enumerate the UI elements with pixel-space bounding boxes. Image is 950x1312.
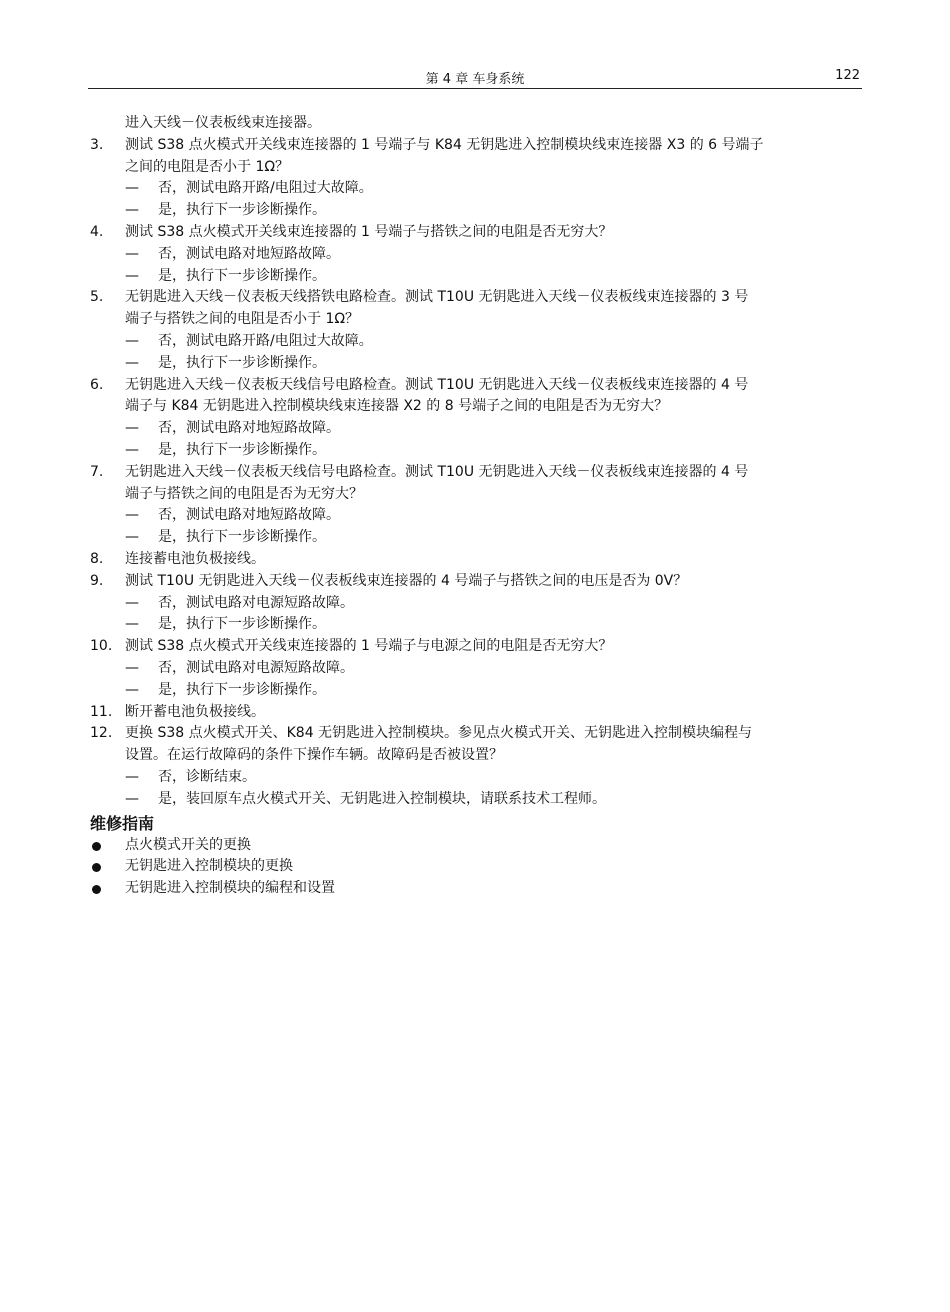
step-option	[90, 593, 862, 615]
diagnostic-step	[90, 375, 862, 462]
page-header	[88, 66, 862, 89]
step-text-line	[90, 549, 862, 571]
step-text: 测试 T10U 无钥匙进入天线－仪表板线束连接器的 4 号端子与搭铁之间的电压是否为 0V？	[125, 572, 688, 589]
step-option	[90, 789, 862, 811]
step-text: 端子与搭铁之间的电阻是否小于 1Ω？	[125, 311, 360, 328]
step-text: 连接蓄电池负极接线。	[125, 550, 265, 567]
diagnostic-step	[90, 702, 862, 724]
diagnostic-step	[90, 549, 862, 571]
step-number: 4.	[90, 223, 104, 240]
diagnostic-step	[90, 222, 862, 287]
option-text: 是，执行下一步诊断操作。	[158, 616, 326, 633]
diagnostic-step	[90, 135, 862, 222]
lead-text: 进入天线－仪表板线束连接器。	[125, 115, 321, 131]
step-option	[90, 418, 862, 440]
step-option	[90, 527, 862, 549]
step-text-line	[90, 375, 862, 397]
bullet-icon	[92, 842, 101, 851]
repair-guide-list	[90, 835, 862, 900]
dash-marker: —	[125, 180, 139, 197]
diagnostic-step	[90, 462, 862, 549]
step-option	[90, 200, 862, 222]
step-text-line	[90, 135, 862, 157]
option-text: 是，执行下一步诊断操作。	[158, 441, 326, 458]
option-text: 否，测试电路对电源短路故障。	[158, 594, 354, 611]
step-number: 9.	[90, 572, 104, 589]
dash-marker: —	[125, 354, 139, 371]
step-number: 3.	[90, 136, 104, 153]
step-text-line	[90, 636, 862, 658]
option-text: 否，测试电路对地短路故障。	[158, 245, 340, 262]
step-text-line	[90, 723, 862, 745]
dash-marker: —	[125, 420, 139, 437]
step-number: 5.	[90, 289, 104, 306]
step-number: 10.	[90, 638, 113, 655]
step-text-line	[90, 287, 862, 309]
step-option	[90, 767, 862, 789]
step-number: 6.	[90, 376, 104, 393]
step-text-line	[90, 484, 862, 506]
option-text: 否，测试电路开路/电阻过大故障。	[158, 180, 373, 197]
dash-marker: —	[125, 681, 139, 698]
option-text: 否，测试电路开路/电阻过大故障。	[158, 332, 373, 349]
step-text-line	[90, 309, 862, 331]
step-number: 11.	[90, 703, 113, 720]
step-text: 设置。在运行故障码的条件下操作车辆。故障码是否被设置？	[125, 747, 503, 764]
step-option	[90, 353, 862, 375]
step-text: 无钥匙进入天线－仪表板天线信号电路检查。测试 T10U 无钥匙进入天线－仪表板线束连接器的 4 号	[125, 463, 749, 480]
step-text: 测试 S38 点火模式开关线束连接器的 1 号端子与电源之间的电阻是否无穷大？	[125, 638, 613, 655]
step-option	[90, 440, 862, 462]
step-text-line	[90, 571, 862, 593]
step-text: 更换 S38 点火模式开关、K84 无钥匙进入控制模块。参见点火模式开关、无钥匙进入控制模块编程与	[125, 725, 753, 742]
dash-marker: —	[125, 245, 139, 262]
bullet-icon	[92, 885, 101, 894]
guide-list-item	[90, 856, 862, 878]
guide-list-item	[90, 835, 862, 857]
option-text: 是，执行下一步诊断操作。	[158, 354, 326, 371]
dash-marker: —	[125, 616, 139, 633]
option-text: 否，测试电路对地短路故障。	[158, 420, 340, 437]
step-text-line	[90, 745, 862, 767]
step-number: 12.	[90, 725, 113, 742]
step-text: 端子与搭铁之间的电阻是否为无穷大？	[125, 485, 363, 502]
step-text-line	[90, 462, 862, 484]
step-option	[90, 244, 862, 266]
chapter-title: 第 4 章 车身系统	[425, 72, 525, 87]
step-number: 7.	[90, 463, 104, 480]
step-text-line	[90, 396, 862, 418]
step-option	[90, 505, 862, 527]
diagnostic-step	[90, 571, 862, 636]
option-text: 是，执行下一步诊断操作。	[158, 267, 326, 284]
step-option	[90, 680, 862, 702]
step-text: 测试 S38 点火模式开关线束连接器的 1 号端子与搭铁之间的电阻是否无穷大？	[125, 223, 613, 240]
guide-list-item	[90, 878, 862, 900]
option-text: 是，执行下一步诊断操作。	[158, 681, 326, 698]
option-text: 否，测试电路对电源短路故障。	[158, 659, 354, 676]
dash-marker: —	[125, 441, 139, 458]
page-number: 122	[835, 68, 860, 83]
step-option	[90, 266, 862, 288]
step-number: 8.	[90, 550, 104, 567]
dash-marker: —	[125, 768, 139, 785]
diagnostic-steps	[90, 135, 862, 811]
step-option	[90, 658, 862, 680]
option-text: 否，测试电路对地短路故障。	[158, 507, 340, 524]
step-text: 断开蓄电池负极接线。	[125, 703, 265, 720]
step-text-line	[90, 702, 862, 724]
option-text: 是，执行下一步诊断操作。	[158, 529, 326, 546]
dash-marker: —	[125, 529, 139, 546]
step-text: 之间的电阻是否小于 1Ω？	[125, 158, 290, 175]
step-option	[90, 614, 862, 636]
document-body	[90, 113, 862, 900]
option-text: 否，诊断结束。	[158, 768, 256, 785]
diagnostic-step	[90, 287, 862, 374]
dash-marker: —	[125, 594, 139, 611]
dash-marker: —	[125, 507, 139, 524]
step-text-line	[90, 222, 862, 244]
dash-marker: —	[125, 267, 139, 284]
option-text: 是，装回原车点火模式开关、无钥匙进入控制模块，请联系技术工程师。	[158, 790, 606, 807]
step-text: 测试 S38 点火模式开关线束连接器的 1 号端子与 K84 无钥匙进入控制模块线束连接器 X3 的 6 号端子	[125, 136, 764, 153]
guide-item-text: 无钥匙进入控制模块的更换	[125, 858, 293, 875]
diagnostic-step	[90, 636, 862, 701]
dash-marker: —	[125, 790, 139, 807]
guide-item-text: 无钥匙进入控制模块的编程和设置	[125, 880, 335, 897]
option-text: 是，执行下一步诊断操作。	[158, 202, 326, 219]
step-option	[90, 178, 862, 200]
dash-marker: —	[125, 332, 139, 349]
diagnostic-step	[90, 723, 862, 810]
guide-item-text: 点火模式开关的更换	[125, 836, 251, 853]
dash-marker: —	[125, 202, 139, 219]
step-text: 无钥匙进入天线－仪表板天线搭铁电路检查。测试 T10U 无钥匙进入天线－仪表板线束连接器的 3 号	[125, 289, 749, 306]
repair-guide-heading: 维修指南	[90, 813, 155, 833]
dash-marker: —	[125, 659, 139, 676]
bullet-icon	[92, 863, 101, 872]
step-text: 端子与 K84 无钥匙进入控制模块线束连接器 X2 的 8 号端子之间的电阻是否为无穷大？	[125, 398, 669, 415]
step-option	[90, 331, 862, 353]
step-text-line	[90, 157, 862, 179]
step-text: 无钥匙进入天线－仪表板天线信号电路检查。测试 T10U 无钥匙进入天线－仪表板线束连接器的 4 号	[125, 376, 749, 393]
